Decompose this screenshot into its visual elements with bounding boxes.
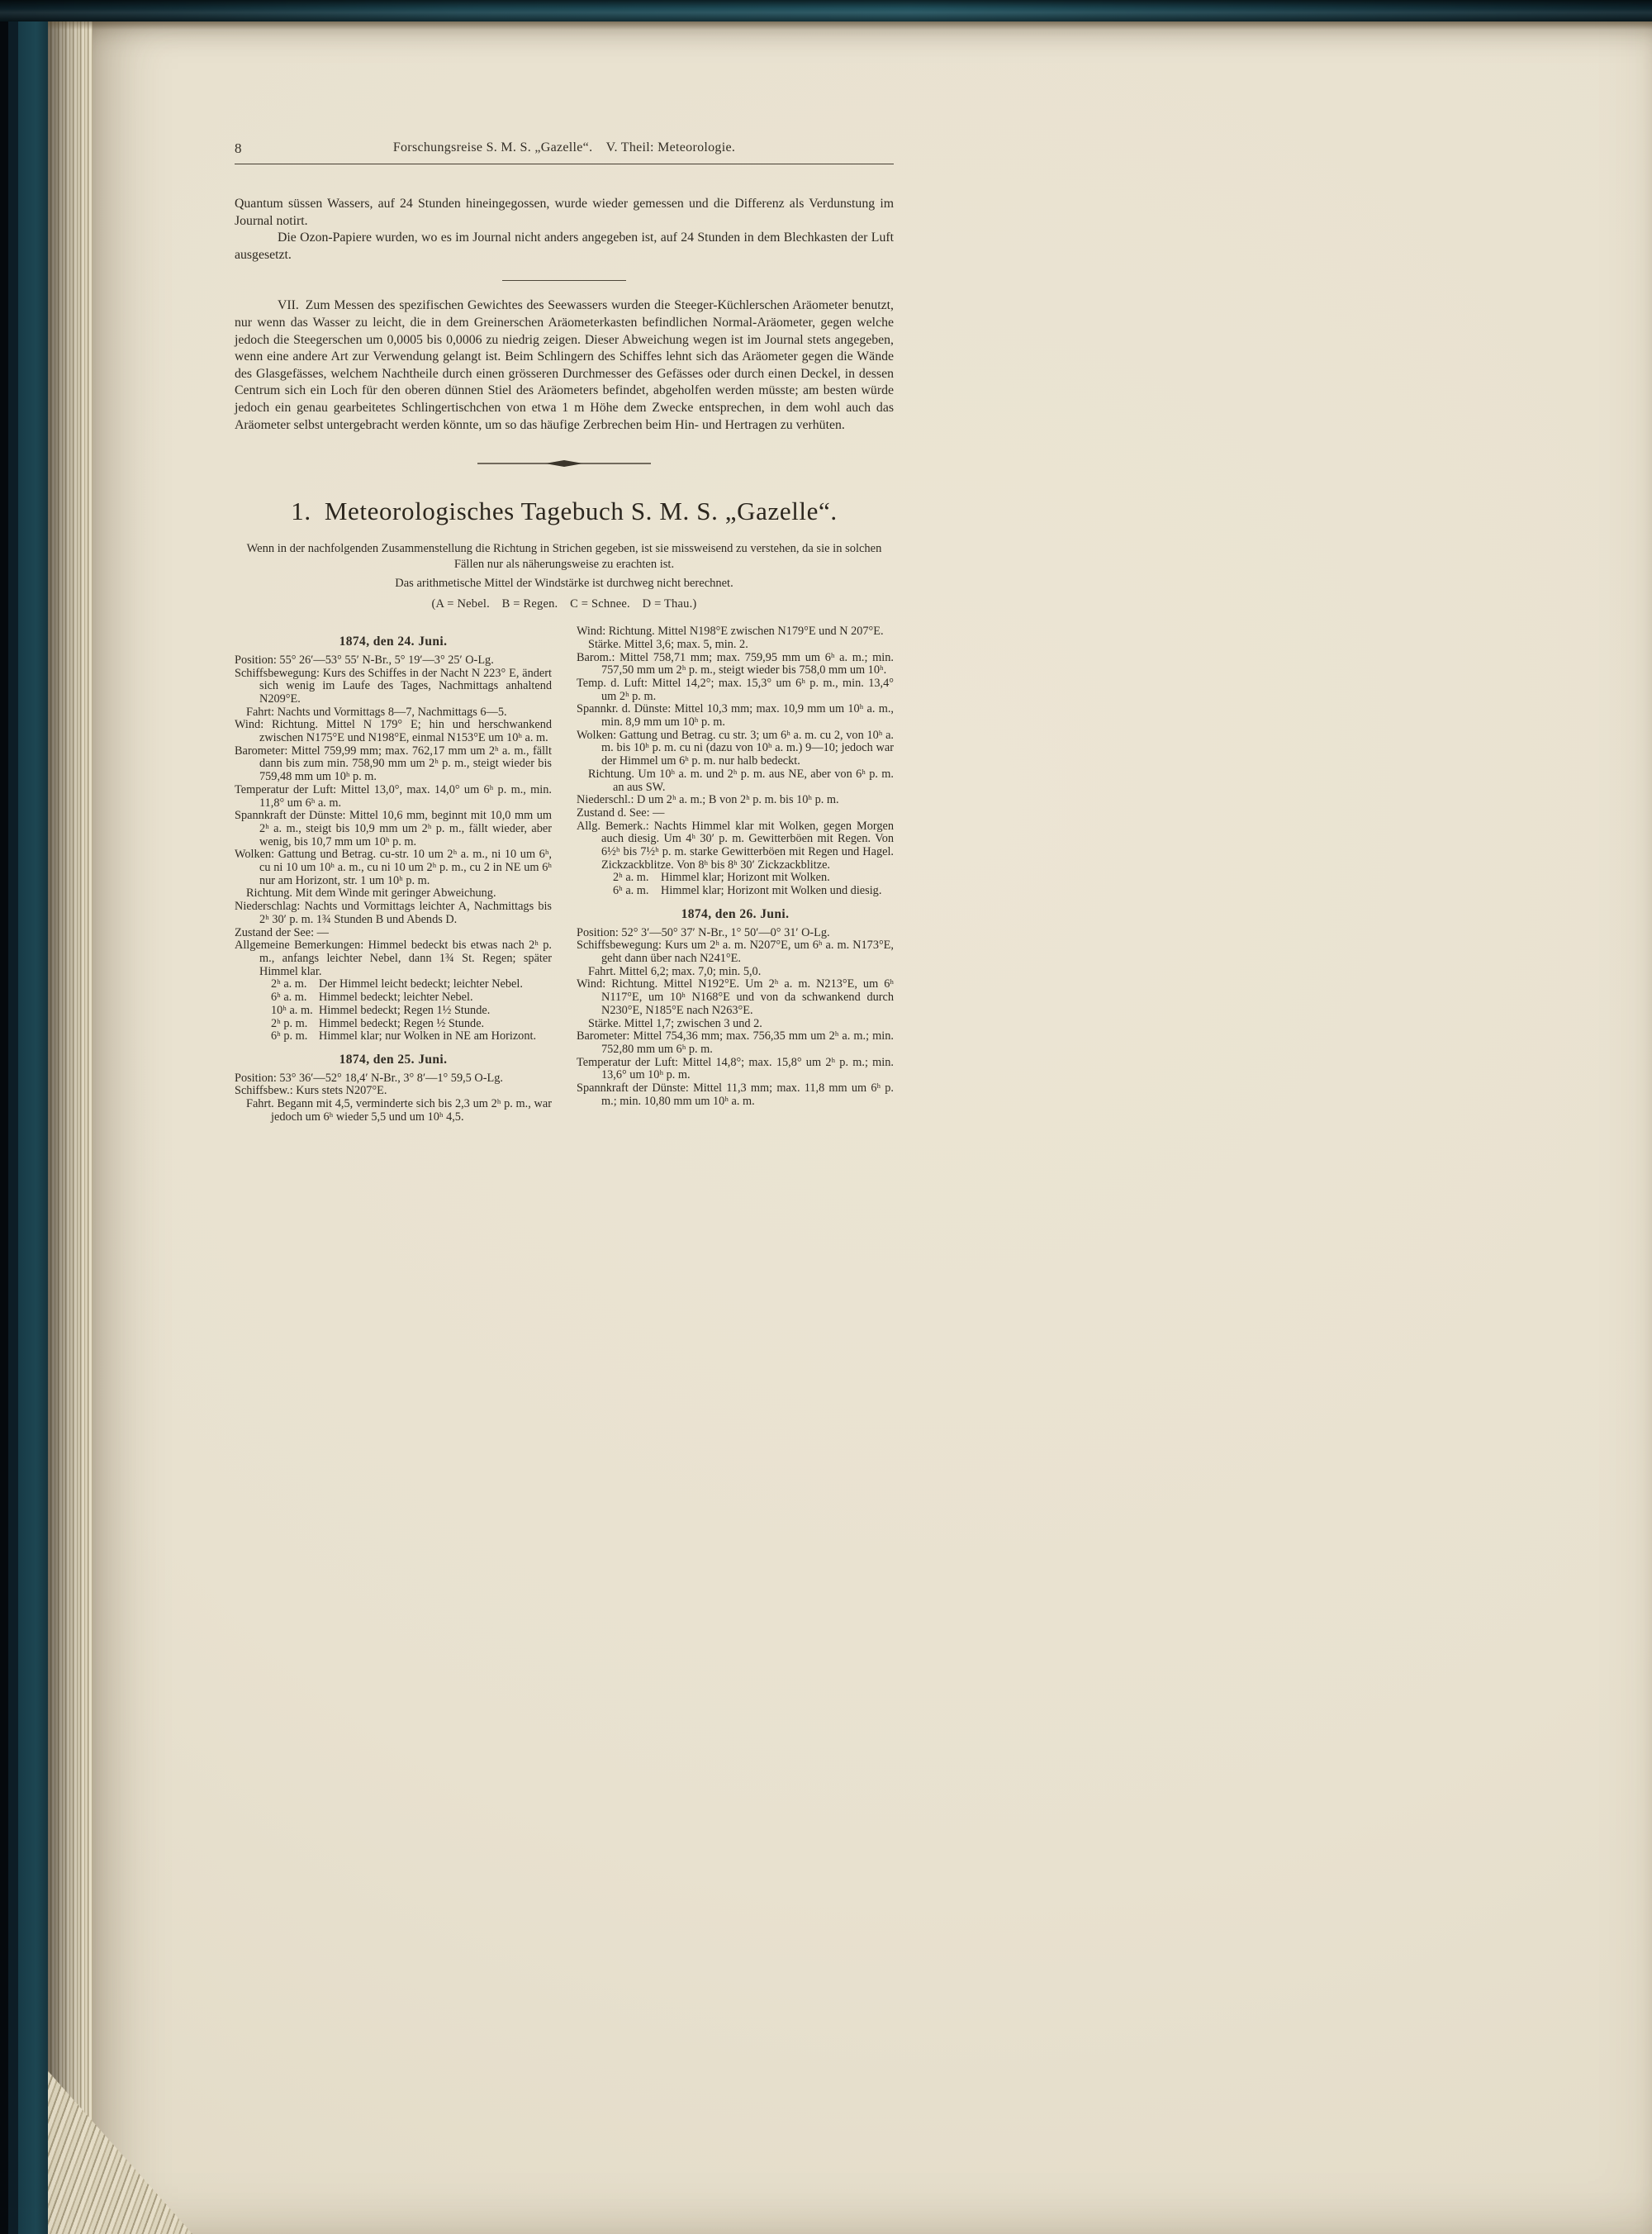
note-wind-mean: Das arithmetische Mittel der Windstärke ist durchweg nicht berechnet. — [395, 577, 733, 591]
time-label: 6ʰ p. m. — [271, 1029, 308, 1043]
entry-date-heading: 1874, den 25. Juni. — [339, 1052, 448, 1067]
diary-item: Barom.: Mittel 758,71 mm; max. 759,95 mm um 6ʰ a. m.; min. 757,50 mm um 2ʰ p. m., steigt wieder bis 758,0 mm um 10ʰ. — [577, 650, 894, 677]
time-observation-text: Himmel klar; Horizont mit Wolken und diesig. — [661, 884, 882, 898]
page-fore-edges — [48, 21, 93, 2234]
diary-item: Schiffsbewegung: Kurs um 2ʰ a. m. N207°E, um 6ʰ a. m. N173°E, geht dann über nach N241°E. — [577, 939, 894, 965]
front-matter — [235, 196, 894, 264]
diary-item: Spannkraft der Dünste: Mittel 10,6 mm, beginnt mit 10,0 mm um 2ʰ a. m., steigt bis 10,9 mm um 2ʰ p. m., fällt wieder, aber wenig, bis 10,7 mm um 10ʰ p. m. — [235, 809, 552, 848]
book-cover-top — [0, 0, 1652, 21]
time-observation-text: Himmel bedeckt; Regen 1½ Stunde. — [319, 1003, 491, 1017]
diary-item: Spannkraft der Dünste: Mittel 11,3 mm; max. 11,8 mm um 6ʰ p. m.; min. 10,80 mm um 10ʰ a. m. — [577, 1081, 894, 1108]
diary-item: Wolken: Gattung und Betrag. cu str. 3; um 6ʰ a. m. cu 2, von 10ʰ a. m. bis 10ʰ p. m. cu ni (dazu von 10ʰ a. m.) 9—10; jedoch war der Himmel um 6ʰ p. m. nur halb bedeckt. — [577, 728, 894, 768]
diary-column-right — [577, 625, 894, 1124]
entry-date-heading: 1874, den 26. Juni. — [681, 906, 790, 921]
diary-item: Temp. d. Luft: Mittel 14,2°; max. 15,3° um 6ʰ p. m., min. 13,4° um 2ʰ p. m. — [577, 676, 894, 703]
entry-date-heading: 1874, den 24. Juni. — [339, 635, 448, 649]
diary-item: Wind: Richtung. Mittel N192°E. Um 2ʰ a. m. N213°E, um 6ʰ N117°E, um 10ʰ N168°E und von da schwankend durch N230°E, N185°E nach N263°E. — [577, 977, 894, 1017]
diary-item: Wind: Richtung. Mittel N198°E zwischen N179°E und N 207°E. — [577, 625, 884, 639]
diary-item: Barometer: Mittel 759,99 mm; max. 762,17 mm um 2ʰ a. m., fällt dann bis zum min. 758,90 mm um 2ʰ p. m., steigt wieder bis 759,48 mm um 10ʰ p. m. — [235, 744, 552, 784]
diary-item: Spannkr. d. Dünste: Mittel 10,3 mm; max. 10,9 mm um 10ʰ a. m., min. 8,9 mm um 10ʰ p. m. — [577, 702, 894, 730]
legend-abbreviations: (A = Nebel. B = Regen. C = Schnee. D = Thau.) — [431, 597, 697, 611]
diary-item: Position: 53° 36′—52° 18,4′ N-Br., 3° 8′—1° 59,5 O-Lg. — [235, 1071, 503, 1085]
diary-item: Temperatur der Luft: Mittel 14,8°; max. 15,8° um 2ʰ p. m.; min. 13,6° um 10ʰ p. m. — [577, 1055, 894, 1082]
diary-item: Schiffsbewegung: Kurs des Schiffes in der Nacht N 223° E, ändert sich wenig im Laufe des Tages, Nachmittags anhaltend N209°E. — [235, 666, 552, 706]
diary-time-observation — [235, 1030, 552, 1043]
diary-item: Fahrt. Mittel 6,2; max. 7,0; min. 5,0. — [588, 964, 762, 978]
time-label: 2ʰ a. m. — [613, 871, 649, 885]
time-label: 2ʰ a. m. — [271, 977, 307, 991]
time-label: 6ʰ a. m. — [271, 991, 307, 1005]
diary-item: Stärke. Mittel 3,6; max. 5, min. 2. — [588, 637, 748, 651]
running-header: Forschungsreise S. M. S. „Gazelle“. V. Theil: Meteorologie. — [392, 140, 736, 154]
diary-column-left — [235, 625, 552, 1124]
diary-time-observation — [235, 991, 552, 1005]
diary-time-observation — [235, 1005, 552, 1018]
time-observation-text: Himmel bedeckt; Regen ½ Stunde. — [319, 1016, 485, 1030]
separator-rule — [502, 280, 626, 281]
diary-item: Position: 52° 3′—50° 37′ N-Br., 1° 50′—0° 31′ O-Lg. — [577, 925, 830, 939]
time-label: 10ʰ a. m. — [271, 1003, 313, 1017]
diary-item: Zustand d. See: — — [577, 806, 665, 820]
diary-item: Fahrt. Begann mit 4,5, verminderte sich bis 2,3 um 2ʰ p. m., war jedoch um 6ʰ wieder 5,5 und um 10ʰ 4,5. — [246, 1097, 552, 1124]
page-number: 8 — [235, 140, 242, 156]
page-top-edge-shadow — [48, 21, 1652, 30]
printed-page-content — [235, 140, 894, 1124]
paragraph-ozon-papiere: Die Ozon-Papiere wurden, wo es im Journal nicht anders angegeben ist, auf 24 Stunden in dem Blechkasten der Luft ausgesetzt. — [235, 231, 894, 262]
time-observation-text: Himmel bedeckt; leichter Nebel. — [319, 991, 473, 1005]
time-observation-text: Himmel klar; Horizont mit Wolken. — [661, 871, 830, 885]
time-label: 6ʰ a. m. — [613, 884, 649, 898]
diary-time-observation — [577, 885, 894, 898]
paragraph-vii-araeometer: VII. Zum Messen des spezifischen Gewichtes des Seewassers wurden die Steeger-Küchlerschen Aräometer benutzt, nur wenn das Wasser zu leicht, die in dem Greinerschen Aräometerkasten befindlichen Normal-Aräometer, gegen welche jedoch die Steegerschen um 0,0005 bis 0,0006 zu niedrig zeigen. Dieser Abweichung wegen ist im Journal stets angegeben, wenn eine andere Art zur Verwendung gelangt ist. Beim Schlingern des Schiffes lehnt sich das Aräometer gegen die Wände des Glasgefässes, welchem Nachtheile durch einen grösseren Durchmesser des Gefässes oder durch einen Deckel, in dessen Centrum sich ein Loch für den oberen dünnen Stiel des Aräometers befindet, abgeholfen werden müsste; am besten würde jedoch ein genau gearbeitetes Schlingertischchen von etwa 1 m Höhe dem Zwecke entsprechen, in dem wohl auch das Aräometer selbst untergebracht werden könnte, um so das häufige Zerbrechen beim Hin- und Hertragen zu verhüten. — [235, 298, 894, 432]
diary-item: Allgemeine Bemerkungen: Himmel bedeckt bis etwas nach 2ʰ p. m., anfangs leichter Nebel, dann 1¾ St. Regen; später Himmel klar. — [235, 939, 552, 978]
note-direction: Wenn in der nachfolgenden Zusammenstellung die Richtung in Strichen gegeben, ist sie missweisend zu verstehen, da sie in solchen Fällen nur als näherungsweise zu erachten ist. — [246, 542, 882, 572]
diary-item: Stärke. Mittel 1,7; zwischen 3 und 2. — [588, 1016, 762, 1030]
diary-item: Niederschl.: D um 2ʰ a. m.; B von 2ʰ p. m. bis 10ʰ p. m. — [577, 793, 839, 807]
diary-item: Wind: Richtung. Mittel N 179° E; hin und herschwankend zwischen N175°E und N198°E, einmal N153°E um 10ʰ a. m. — [235, 718, 552, 745]
diary-item: Richtung. Mit dem Winde mit geringer Abweichung. — [246, 886, 496, 901]
diary-item: Barometer: Mittel 754,36 mm; max. 756,35 mm um 2ʰ a. m.; min. 752,80 mm um 6ʰ p. m. — [577, 1029, 894, 1056]
diary-item: Allg. Bemerk.: Nachts Himmel klar mit Wolken, gegen Morgen auch diesig. Um 4ʰ 30′ p. m. Gewitterböen mit Regen. Von 6½ʰ bis 7½ʰ p. m. starke Gewitterböen mit Regen und Hagel. Zickzackblitze. Von 8ʰ bis 8ʰ 30′ Zickzackblitze. — [577, 819, 894, 872]
diary-item: Position: 55° 26′—53° 55′ N-Br., 5° 19′—3° 25′ O-Lg. — [235, 653, 494, 667]
diary-time-observation — [577, 872, 894, 885]
diary-item: Richtung. Um 10ʰ a. m. und 2ʰ p. m. aus NE, aber von 6ʰ p. m. an aus SW. — [588, 767, 894, 794]
diary-item: Niederschlag: Nachts und Vormittags leichter A, Nachmittags bis 2ʰ 30′ p. m. 1¾ Stunden B und Abends D. — [235, 900, 552, 926]
diary-item: Schiffsbew.: Kurs stets N207°E. — [235, 1084, 387, 1098]
diary-time-observation — [235, 1018, 552, 1031]
diary-columns — [235, 625, 894, 1124]
diary-time-observation — [235, 978, 552, 991]
time-observation-text: Der Himmel leicht bedeckt; leichter Nebel. — [319, 977, 523, 991]
diary-item: Zustand der See: — — [235, 925, 329, 939]
diary-item: Fahrt: Nachts und Vormittags 8—7, Nachmittags 6—5. — [246, 705, 507, 719]
diary-item: Wolken: Gattung und Betrag. cu-str. 10 um 2ʰ a. m., ni 10 um 6ʰ, cu ni 10 um 10ʰ a. m., cu ni 10 um 2ʰ p. m., cu 2 in NE um 6ʰ nur am Horizont, str. 1 um 10ʰ p. m. — [235, 848, 552, 887]
paragraph-verdunstung: Quantum süssen Wassers, auf 24 Stunden hineingegossen, wurde wieder gemessen und die Differenz als Verdunstung im Journal notirt. — [235, 197, 894, 228]
time-label: 2ʰ p. m. — [271, 1016, 308, 1030]
section-title: 1. Meteorologisches Tagebuch S. M. S. „Gazelle“. — [291, 497, 838, 526]
book-cover-left — [0, 0, 48, 2234]
diary-item: Temperatur der Luft: Mittel 13,0°, max. 14,0° um 6ʰ p. m., min. 11,8° um 6ʰ a. m. — [235, 782, 552, 810]
time-observation-text: Himmel klar; nur Wolken in NE am Horizont. — [319, 1029, 537, 1043]
running-header-row — [235, 140, 894, 157]
section-divider-ornament-icon — [477, 459, 651, 468]
